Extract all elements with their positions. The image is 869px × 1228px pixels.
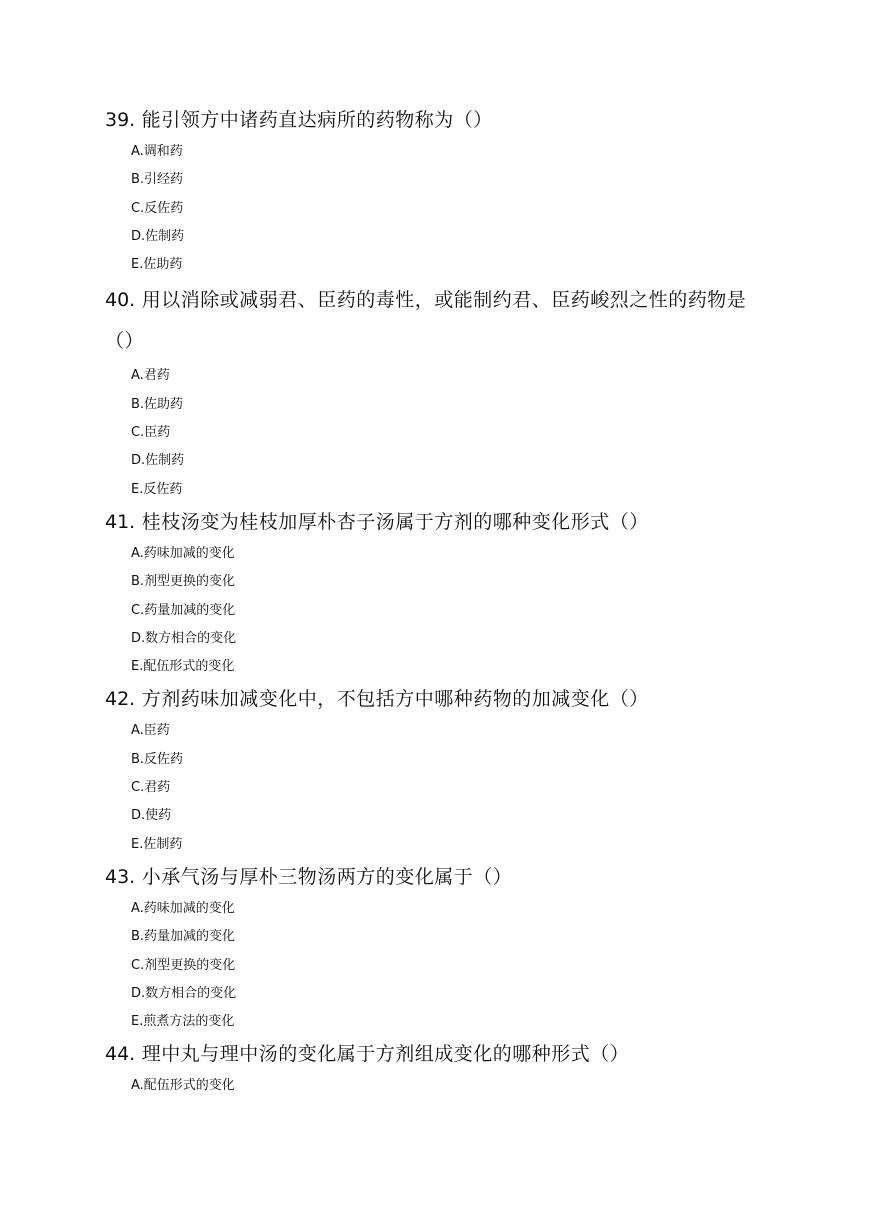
option-e: E.反佐药 — [131, 481, 183, 497]
question-stem: 小承气汤与厚朴三物汤两方的变化属于（） — [141, 865, 513, 888]
option-c: C.臣药 — [131, 425, 171, 441]
option-d: D.佐制药 — [131, 453, 185, 469]
question-list — [105, 102, 765, 1101]
question-number: 42. — [105, 688, 136, 711]
option-b: B.药量加减的变化 — [131, 929, 236, 945]
question-stem: 桂枝汤变为桂枝加厚朴杏子汤属于方剂的哪种变化形式（） — [141, 510, 649, 533]
option-b: B.引经药 — [131, 172, 184, 188]
question-number: 43. — [105, 865, 136, 888]
option-list — [131, 1072, 765, 1100]
option-a: A.调和药 — [131, 144, 183, 159]
option-b: B.剂型更换的变化 — [131, 574, 236, 590]
option-e: E.煎煮方法的变化 — [131, 1014, 235, 1030]
option-a: A.药味加减的变化 — [131, 900, 235, 916]
option-e: E.佐制药 — [131, 836, 183, 852]
question-text — [105, 279, 765, 362]
question-39 — [105, 102, 765, 279]
question-number: 39. — [105, 109, 136, 131]
question-42 — [105, 681, 765, 858]
option-a: A.臣药 — [131, 723, 170, 739]
option-d: D.佐制药 — [131, 228, 185, 244]
question-text — [105, 681, 765, 717]
option-a: A.配伍形式的变化 — [131, 1078, 235, 1094]
question-number: 40. — [105, 289, 136, 312]
option-a: A.君药 — [131, 368, 170, 384]
option-list — [131, 362, 765, 503]
question-43 — [105, 859, 765, 1036]
question-stem: 用以消除或减弱君、臣药的毒性，或能制约君、臣药峻烈之性的药物是（） — [105, 289, 747, 353]
option-b: B.佐助药 — [131, 396, 184, 412]
option-d: D.数方相合的变化 — [131, 985, 237, 1001]
option-d: D.使药 — [131, 808, 172, 824]
option-e: E.佐助药 — [131, 257, 183, 273]
question-stem: 理中丸与理中汤的变化属于方剂组成变化的哪种形式（） — [141, 1043, 630, 1066]
question-41 — [105, 504, 765, 681]
option-list — [131, 717, 765, 858]
question-stem: 方剂药味加减变化中，不包括方中哪种药物的加减变化（） — [141, 688, 649, 711]
question-stem: 能引领方中诸药直达病所的药物称为（） — [141, 109, 493, 131]
option-c: C.剂型更换的变化 — [131, 957, 236, 973]
option-c: C.药量加减的变化 — [131, 602, 236, 618]
option-a: A.药味加减的变化 — [131, 545, 235, 561]
question-text — [105, 859, 765, 895]
option-d: D.数方相合的变化 — [131, 630, 237, 646]
question-number: 41. — [105, 510, 136, 533]
option-b: B.反佐药 — [131, 751, 184, 767]
option-list — [131, 895, 765, 1036]
option-c: C.反佐药 — [131, 200, 184, 216]
question-number: 44. — [105, 1043, 136, 1066]
option-e: E.配伍形式的变化 — [131, 659, 235, 675]
question-40 — [105, 279, 765, 503]
question-text — [105, 102, 765, 138]
question-44 — [105, 1036, 765, 1100]
question-text — [105, 1036, 765, 1072]
option-c: C.君药 — [131, 780, 171, 796]
option-list — [131, 540, 765, 681]
option-list — [131, 138, 765, 279]
question-text — [105, 504, 765, 540]
